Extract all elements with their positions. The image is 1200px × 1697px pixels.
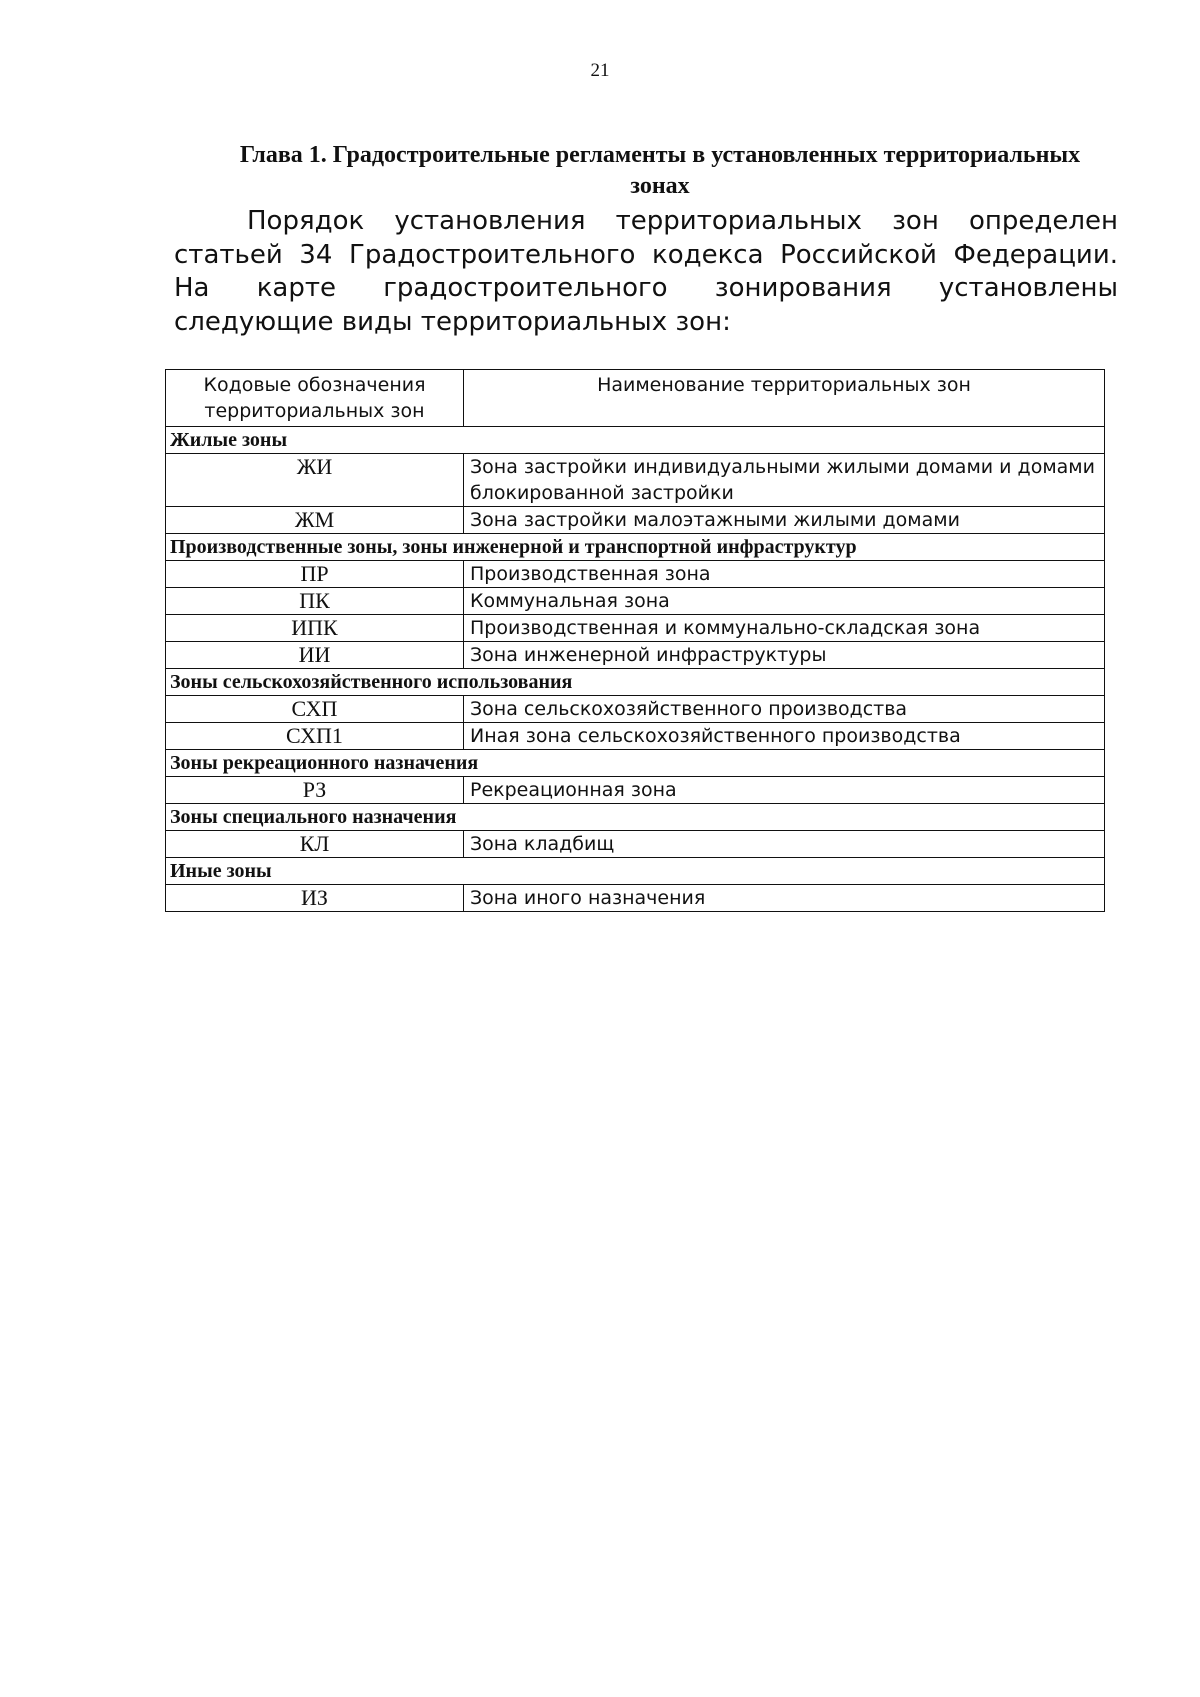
zone-code: КЛ <box>166 831 464 858</box>
zone-name: Зона застройки индивидуальными жилыми домами и домами блокированной застройки <box>464 454 1105 507</box>
section-row <box>166 669 1105 696</box>
zone-name: Зона сельскохозяйственного производства <box>464 696 1105 723</box>
section-title: Зоны рекреационного назначения <box>166 750 1105 777</box>
table-body <box>166 427 1105 912</box>
zone-name: Иная зона сельскохозяйственного производства <box>464 723 1105 750</box>
page-number: 21 <box>590 60 610 81</box>
section-title: Производственные зоны, зоны инженерной и транспортной инфраструктур <box>166 534 1105 561</box>
table-row <box>166 588 1105 615</box>
zone-code: ПК <box>166 588 464 615</box>
section-title: Иные зоны <box>166 858 1105 885</box>
zone-name: Зона кладбищ <box>464 831 1105 858</box>
table-row <box>166 777 1105 804</box>
zone-code: ЖМ <box>166 507 464 534</box>
section-row <box>166 804 1105 831</box>
table-row <box>166 507 1105 534</box>
zone-code: ЖИ <box>166 454 464 507</box>
zone-name: Рекреационная зона <box>464 777 1105 804</box>
section-row <box>166 427 1105 454</box>
header-name: Наименование территориальных зон <box>464 370 1105 427</box>
table-row <box>166 454 1105 507</box>
table-row <box>166 723 1105 750</box>
section-row <box>166 858 1105 885</box>
zone-code: СХП1 <box>166 723 464 750</box>
table-row <box>166 642 1105 669</box>
table-row <box>166 885 1105 912</box>
zone-code: РЗ <box>166 777 464 804</box>
zone-name: Зона застройки малоэтажными жилыми домами <box>464 507 1105 534</box>
section-row <box>166 750 1105 777</box>
section-title: Зоны сельскохозяйственного использования <box>166 669 1105 696</box>
zone-code: ИЗ <box>166 885 464 912</box>
table-header-row <box>166 370 1105 427</box>
zone-name: Производственная зона <box>464 561 1105 588</box>
table-row <box>166 696 1105 723</box>
zone-name: Коммунальная зона <box>464 588 1105 615</box>
section-row <box>166 534 1105 561</box>
zone-code: ПР <box>166 561 464 588</box>
table-row <box>166 561 1105 588</box>
section-title: Зоны специального назначения <box>166 804 1105 831</box>
header-code: Кодовые обозначения территориальных зон <box>166 370 464 427</box>
chapter-title: Глава 1. Градостроительные регламенты в установленных территориальных зонах <box>239 142 1081 199</box>
intro-paragraph: Порядок установления территориальных зон определен статьей 34 Градостроительного кодекса Российской Федерации. На карте градостроительного зонирования установлены следующие виды территориальных зон: <box>174 206 1118 337</box>
section-title: Жилые зоны <box>166 427 1105 454</box>
zone-name: Производственная и коммунально-складская зона <box>464 615 1105 642</box>
zone-code: ИПК <box>166 615 464 642</box>
zone-code: СХП <box>166 696 464 723</box>
table-row <box>166 831 1105 858</box>
table-row <box>166 615 1105 642</box>
zone-name: Зона инженерной инфраструктуры <box>464 642 1105 669</box>
zone-code: ИИ <box>166 642 464 669</box>
territorial-zones-table <box>165 369 1105 912</box>
zone-name: Зона иного назначения <box>464 885 1105 912</box>
